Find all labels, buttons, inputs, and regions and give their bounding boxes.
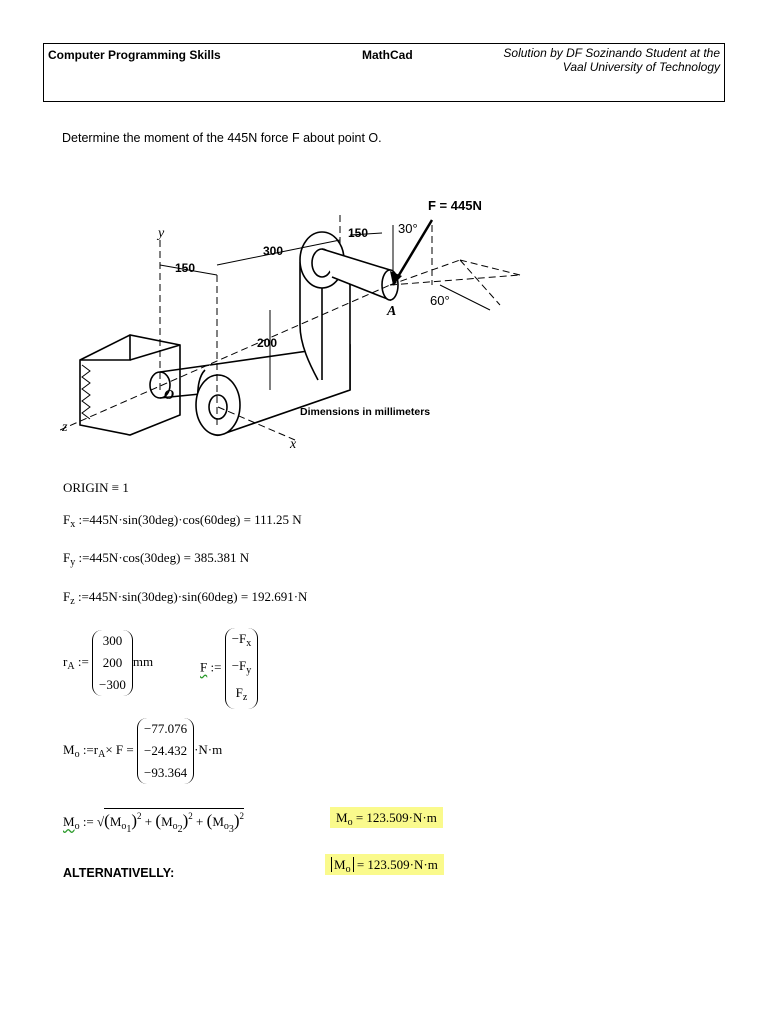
axis-y-label: y bbox=[158, 226, 165, 241]
problem-statement: Determine the moment of the 445N force F about point O. bbox=[62, 131, 382, 145]
fz-rhs: :=445N·sin(30deg)·sin(60deg) = 192.691·N bbox=[77, 589, 308, 604]
point-a-label: A bbox=[387, 304, 397, 319]
origin-statement: ORIGIN ≡ 1 bbox=[63, 480, 129, 495]
course-title: Computer Programming Skills bbox=[48, 48, 221, 62]
fy-rhs: :=445N·cos(30deg) = 385.381 N bbox=[78, 550, 250, 565]
crank-diagram bbox=[60, 185, 530, 450]
dim-150-left: 150 bbox=[175, 261, 196, 275]
dim-200: 200 bbox=[257, 336, 278, 350]
f-vector: F := $-F_x$ $-F_y$ $F_z$ bbox=[200, 628, 258, 709]
force-label: F = 445N bbox=[428, 198, 482, 213]
fy-equation: $F_y$ :=445N·cos(30deg) = 385.381 N bbox=[63, 550, 250, 568]
mo-cross-product: $M_o$ $:=r_A\times F$ = −77.076 −24.432 −93.364 ·N·m bbox=[63, 718, 222, 784]
author-credit: Solution by DF Sozinando Student at the Vaal University of Technology bbox=[503, 46, 720, 74]
point-o-label: O bbox=[164, 388, 175, 403]
figure-caption: Dimensions in millimeters bbox=[300, 406, 431, 418]
alternative-label: ALTERNATIVELLY: bbox=[63, 866, 175, 880]
dim-300: 300 bbox=[263, 244, 284, 258]
axis-x-label: x bbox=[290, 437, 297, 450]
fx-equation: $F_x$ :=445N·sin(30deg)·cos(60deg) = 111.25 N bbox=[63, 512, 302, 530]
angle-30-label: 30° bbox=[398, 221, 418, 236]
mo-result: $M_o = 123.509\cdot N\cdot m$ bbox=[330, 810, 443, 828]
software-title: MathCad bbox=[362, 48, 413, 62]
mo-norm-result: $M_o = 123.509\cdot N\cdot m$ bbox=[325, 857, 444, 875]
angle-60-label: 60° bbox=[430, 293, 450, 308]
dim-150-right: 150 bbox=[348, 226, 369, 240]
fz-equation: $F_z$ :=445N·sin(30deg)·sin(60deg) = 192.691·N bbox=[63, 589, 308, 607]
ra-vector: $r_A$ := 300 200 −300 mm bbox=[63, 630, 153, 696]
axis-z-label: z bbox=[62, 420, 68, 435]
page-header bbox=[43, 43, 725, 102]
mo-magnitude-definition: $M_o$ := $√(M_{o_1})^2 + (M_{o_2})^2 + (M_{o_3})^2$ bbox=[63, 808, 244, 835]
fx-rhs: :=445N·sin(30deg)·cos(60deg) = 111.25 N bbox=[78, 512, 302, 527]
